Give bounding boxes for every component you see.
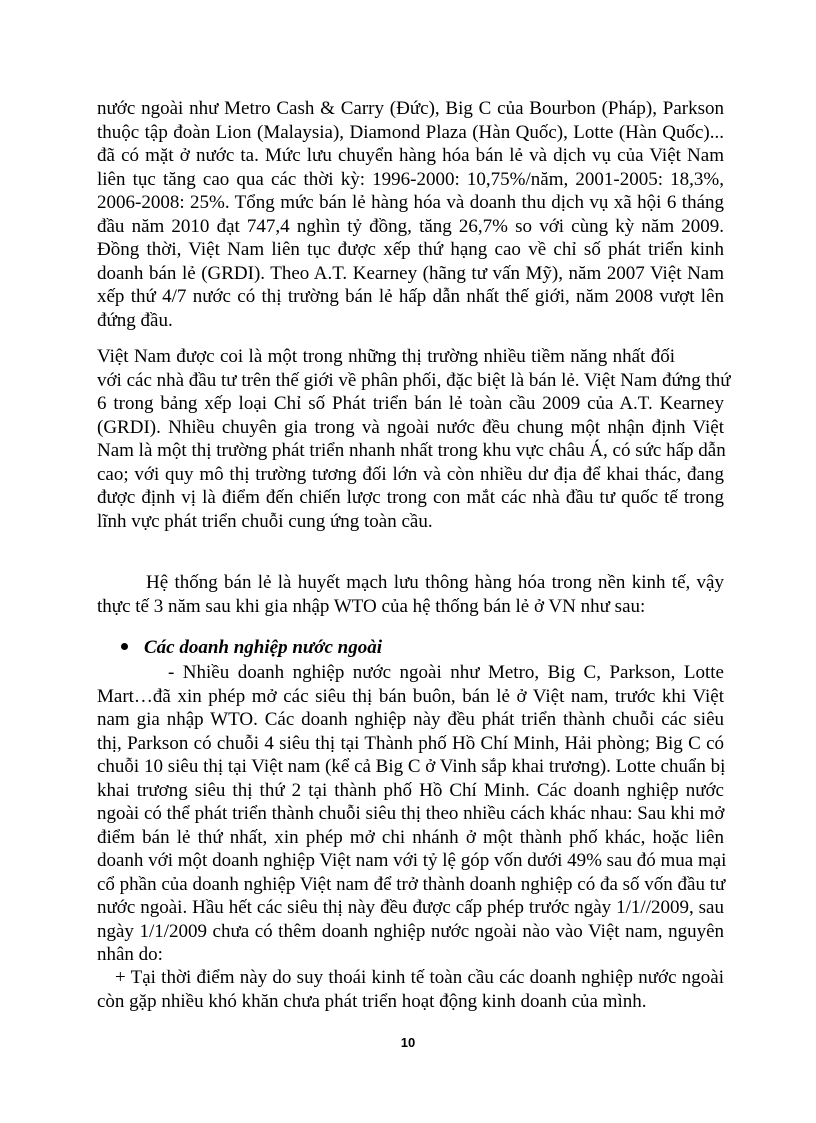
text-line: được định vị là điểm đến chiến lược trong con mắt các nhà đầu tư quốc tế trong — [97, 487, 724, 508]
paragraph-5 — [97, 966, 724, 1013]
text-line-indented — [97, 345, 675, 369]
text-line: cổ phần của doanh nghiệp Việt nam để trở thành doanh nghiệp có đa số vốn đầu tư — [97, 873, 726, 895]
text-line: 2006-2008: 25%. Tổng mức bán lẻ hàng hóa và doanh thu dịch vụ xã hội 6 tháng — [97, 192, 724, 213]
paragraph-3 — [97, 571, 724, 618]
text-line: doanh với một doanh nghiệp Việt nam với tỷ lệ góp vốn dưới 49% sau đó mua mại — [97, 850, 727, 871]
text-line: ngày 1/1/2009 chưa có thêm doanh nghiệp nước ngoài nào vào Việt nam, nguyên — [97, 920, 724, 942]
text-line-indented — [168, 661, 724, 685]
text-line: thị, Parkson có chuỗi 4 siêu thị tại Thành phố Hồ Chí Minh, Hải phòng; Big C có — [97, 732, 724, 754]
text-line: Nam là một thị trường phát triển nhanh nhất trong khu vực châu Á, có sức hấp dẫn — [97, 440, 726, 461]
text-line: (GRDI). Nhiều chuyên gia trong và ngoài nước đều chung một nhận định Việt — [97, 416, 724, 438]
indent-text: - Nhiều doanh nghiệp nước ngoài như Metro, Big C, Parkson, Lotte — [168, 662, 724, 683]
text-line: nam gia nhập WTO. Các doanh nghiệp này đều phát triển thành chuỗi các siêu — [97, 709, 724, 730]
text-line: liên tục tăng cao qua các thời kỳ: 1996-2000: 10,75%/năm, 2001-2005: 18,3%, — [97, 168, 724, 190]
text-line: lĩnh vực phát triển chuỗi cung ứng toàn cầu. — [97, 510, 433, 532]
text-line: đầu năm 2010 đạt 747,4 nghìn tỷ đồng, tăng 26,7% so với cùng kỳ năm 2009. — [97, 215, 724, 237]
indent-text: Việt Nam được coi là một trong những thị trường nhiều tiềm năng nhất đối — [97, 346, 675, 367]
text-line: thực tế 3 năm sau khi gia nhập WTO của hệ thống bán lẻ ở VN như sau: — [97, 595, 646, 617]
page-number: 10 — [400, 1035, 416, 1050]
text-line: nhân do: — [97, 944, 163, 965]
text-line: 6 trong bảng xếp loại Chỉ số Phát triển bán lẻ toàn cầu 2009 của A.T. Kearney — [97, 393, 724, 414]
text-line: nước ngoài như Metro Cash & Carry (Đức), Big C của Bourbon (Pháp), Parkson — [97, 98, 724, 119]
text-line: thuộc tập đoàn Lion (Malaysia), Diamond Plaza (Hàn Quốc), Lotte (Hàn Quốc)... — [97, 121, 724, 143]
section-heading — [121, 636, 382, 660]
text-line: còn gặp nhiều khó khăn chưa phát triển hoạt động kinh doanh của mình. — [97, 990, 647, 1012]
text-line: nước ngoài. Hầu hết các siêu thị này đều được cấp phép trước ngày 1/1//2009, sau — [97, 897, 724, 918]
text-line: với các nhà đầu tư trên thế giới về phân phối, đặc biệt là bán lẻ. Việt Nam đứng thứ — [97, 369, 731, 391]
text-line: doanh bán lẻ (GRDI). Theo A.T. Kearney (hãng tư vấn Mỹ), năm 2007 Việt Nam — [97, 262, 724, 284]
text-line: Mart…đã xin phép mở các siêu thị bán buôn, bán lẻ ở Việt nam, trước khi Việt — [97, 685, 724, 707]
text-line: đã có mặt ở nước ta. Mức lưu chuyển hàng hóa bán lẻ và dịch vụ của Việt Nam — [97, 145, 724, 166]
text-line: đứng đầu. — [97, 309, 173, 331]
text-line: ngoài có thể phát triển thành chuỗi siêu thị theo nhiều cách khác nhau: Sau khi mở — [97, 803, 725, 824]
section-heading-text: Các doanh nghiệp nước ngoài — [144, 637, 383, 658]
text-line: khai trương siêu thị thứ 2 tại thành phố Hồ Chí Minh. Các doanh nghiệp nước — [97, 779, 724, 801]
paragraph-2-body — [97, 345, 731, 533]
paragraph-4 — [97, 661, 727, 967]
indent-text: Hệ thống bán lẻ là huyết mạch lưu thông hàng hóa trong nền kinh tế, vậy — [146, 572, 724, 593]
text-line: + Tại thời điểm này do suy thoái kinh tế toàn cầu các doanh nghiệp nước ngoài — [115, 967, 724, 988]
text-line: điểm bán lẻ thứ nhất, xin phép mở chi nhánh ở một thành phố khác, hoặc liên — [97, 826, 724, 848]
paragraph-1 — [97, 97, 724, 332]
bullet-icon — [121, 643, 128, 650]
text-line: cao; với quy mô thị trường tương đối lớn và còn nhiều dư địa để khai thác, đang — [97, 463, 724, 485]
text-line: chuỗi 10 siêu thị tại Việt nam (kể cả Big C ở Vinh sắp khai trương). Lotte chuẩn bị — [97, 756, 726, 777]
text-line-indented — [146, 571, 724, 595]
text-line: xếp thứ 4/7 nước có thị trường bán lẻ hấp dẫn nhất thế giới, năm 2008 vượt lên — [97, 286, 724, 307]
text-line: Đồng thời, Việt Nam liên tục được xếp thứ hạng cao về chỉ số phát triển kinh — [97, 239, 724, 260]
